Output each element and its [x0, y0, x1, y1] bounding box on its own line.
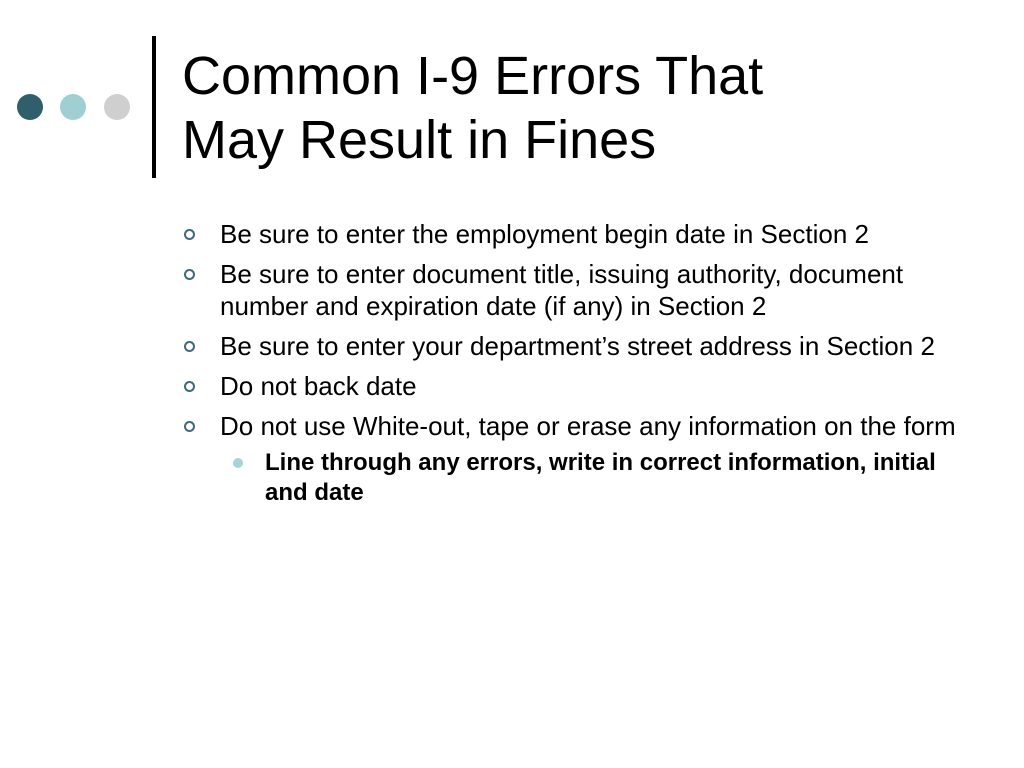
filled-circle-bullet-icon	[233, 458, 243, 468]
bullet-item	[182, 218, 972, 250]
sub-bullet-text: Line through any errors, write in correct information, initial and date	[265, 449, 936, 506]
title-line-2: May Result in Fines	[182, 110, 657, 170]
bullet-item	[182, 258, 972, 322]
bullet-text: Be sure to enter the employment begin date in Section 2	[220, 219, 869, 249]
bullet-text: Do not back date	[220, 371, 417, 401]
sub-bullet-item	[220, 448, 972, 508]
title-line-1: Common I-9 Errors That	[182, 46, 764, 106]
bullet-text: Be sure to enter document title, issuing authority, document number and expiration date (if any) in Section 2	[220, 259, 904, 321]
bullet-item	[182, 410, 972, 508]
bullet-item	[182, 330, 972, 362]
sub-bullet-list	[220, 448, 972, 508]
bullet-text: Be sure to enter your department’s street address in Section 2	[220, 331, 935, 361]
slide-title	[182, 44, 982, 172]
decorative-dot-mid	[60, 94, 86, 120]
hollow-circle-bullet-icon	[184, 381, 195, 392]
title-divider	[152, 36, 156, 178]
hollow-circle-bullet-icon	[184, 421, 195, 432]
bullet-text: Do not use White-out, tape or erase any information on the form	[220, 411, 956, 441]
decorative-dot-dark	[17, 94, 43, 120]
hollow-circle-bullet-icon	[184, 229, 195, 240]
hollow-circle-bullet-icon	[184, 341, 195, 352]
bullet-list	[182, 218, 972, 516]
bullet-item	[182, 370, 972, 402]
decorative-dot-light	[104, 94, 130, 120]
hollow-circle-bullet-icon	[184, 269, 195, 280]
